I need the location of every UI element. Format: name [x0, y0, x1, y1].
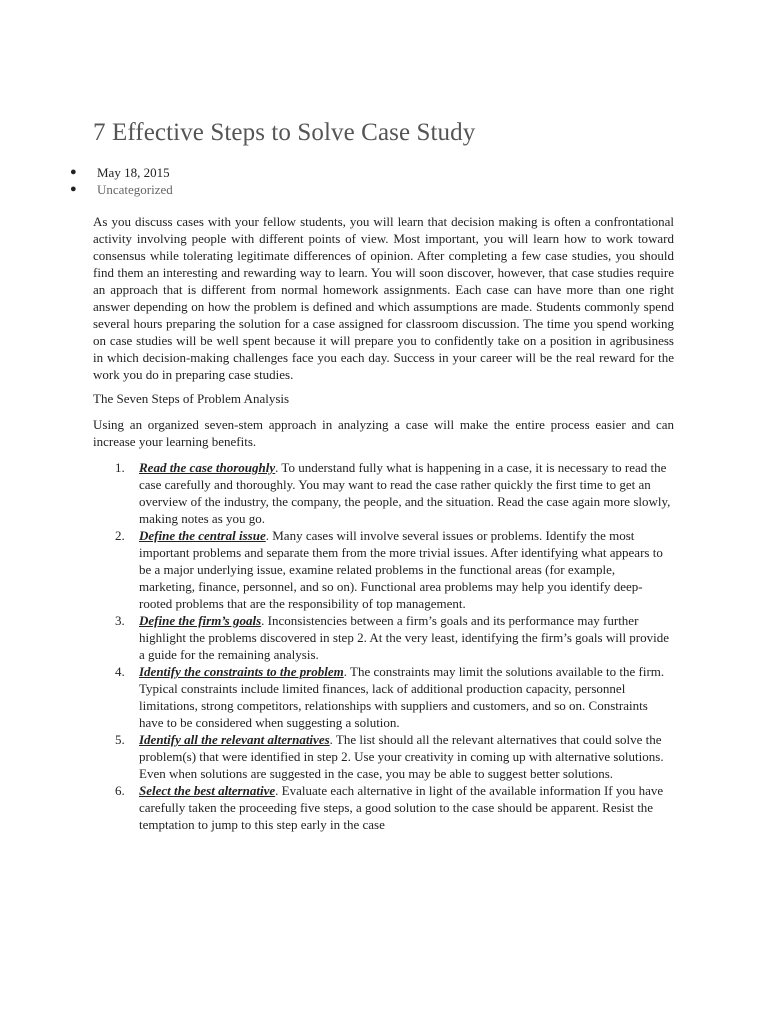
step-term: Define the central issue	[139, 528, 266, 543]
step-number: 6.	[115, 783, 125, 798]
step-term: Identify the constraints to the problem	[139, 664, 344, 679]
step-text: . To understand fully what is happening in a case, it is necessary to read the case carefully and thoroughly. You may want to read the case rather quickly the first time to get an overview of the industry, the company, the people, and the situation. Read the case again more slowly, making notes as you go.	[139, 460, 671, 526]
step-text: . The constraints may limit the solutions available to the firm. Typical constraints include limited finances, lack of additional production capacity, personnel limitations, strong competitors, relationships with suppliers and customers, and so on. Constraints have to be considered when suggesting a solution.	[139, 664, 665, 730]
page-title: 7 Effective Steps to Solve Case Study	[93, 119, 476, 146]
post-meta	[70, 164, 674, 198]
step-number: 5.	[115, 732, 125, 747]
step-text: . Evaluate each alternative in light of the available information If you have carefully taken the proceeding five steps, a good solution to the case should be apparent. Resist the temptation to jump to this step early in the case	[139, 783, 664, 832]
post-date-text: May 18, 2015	[97, 165, 170, 180]
body-paragraph: As you discuss cases with your fellow students, you will learn that decision making is often a confrontational activity involving people with different points of view. Most important, you will learn how to work toward consensus while tolerating legitimate differences of opinion. After completing a few case studies, you should find them an interesting and rewarding way to learn. You will soon discover, however, that case studies require an approach that is different from normal homework assignments. Each case can have more than one right answer depending on how the problem is defined and which assumptions are made. Students commonly spend several hours preparing the solution for a case assigned for classroom discussion. The time you spend working on case studies will be well spent because it will prepare you to confidently take on a position in agribusiness in which decision-making challenges face you each day. Success in your career will be the real reward for the work you do in preparing case studies.	[93, 214, 674, 382]
step-text: . Inconsistencies between a firm’s goals and its performance may further highlight the problems discovered in step 2. At the very least, identifying the firm’s goals will provide a guide for the remaining analysis.	[139, 613, 670, 662]
post-category[interactable]	[70, 181, 674, 198]
bullet-icon: ●	[70, 166, 77, 178]
step-text: . Many cases will involve several issues or problems. Identify the most important problems and separate them from the more trivial issues. After identifying what appears to be a major underlying issue, examine related problems in the functional areas (for example, marketing, finance, personnel, and so on). Functional area problems may help you identify deep-rooted problems that are the responsibility of top management.	[139, 528, 663, 611]
list-item	[93, 782, 674, 833]
step-number: 3.	[115, 613, 125, 628]
section-heading: The Seven Steps of Problem Analysis	[93, 391, 290, 406]
step-term: Identify all the relevant alternatives	[139, 732, 330, 747]
steps-list	[93, 459, 674, 833]
step-number: 2.	[115, 528, 125, 543]
intro-paragraph: Using an organized seven-stem approach in analyzing a case will make the entire process easier and can increase your learning benefits.	[93, 417, 674, 449]
list-item	[93, 459, 674, 527]
list-item	[93, 527, 674, 612]
step-term: Define the firm’s goals	[139, 613, 262, 628]
document-page	[70, 0, 674, 833]
list-item	[93, 612, 674, 663]
step-text: . The list should all the relevant alternatives that could solve the problem(s) that were identified in step 2. Use your creativity in coming up with alternative solutions. Even when solutions are suggested in the case, you may be able to suggest better solutions.	[139, 732, 664, 781]
step-term: Select the best alternative	[139, 783, 276, 798]
step-term: Read the case thoroughly	[139, 460, 276, 475]
list-item	[93, 731, 674, 782]
post-date	[70, 164, 674, 181]
bullet-icon: ●	[70, 183, 77, 195]
list-item	[93, 663, 674, 731]
post-category-link[interactable]: Uncategorized	[97, 182, 173, 197]
step-number: 4.	[115, 664, 125, 679]
step-number: 1.	[115, 460, 125, 475]
